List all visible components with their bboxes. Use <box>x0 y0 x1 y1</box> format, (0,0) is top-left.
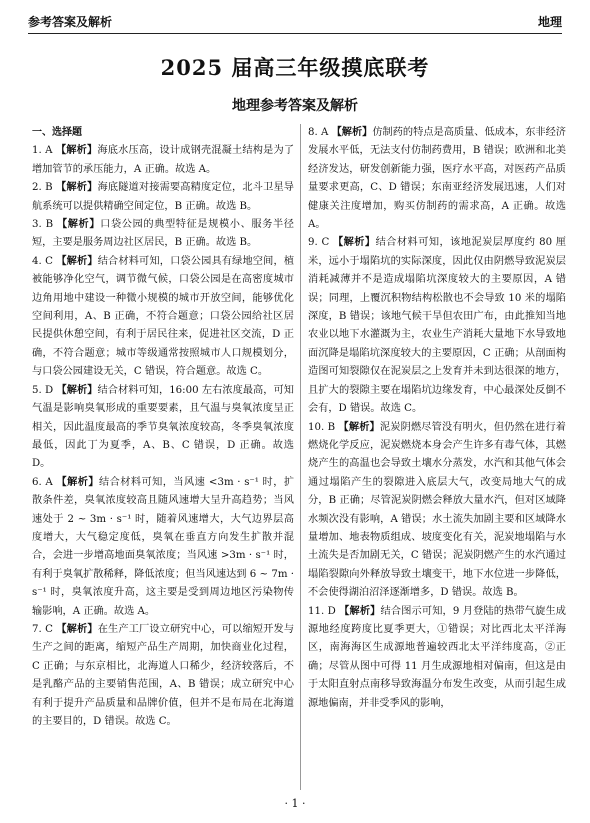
answer-number: 4. <box>32 255 42 267</box>
answer-choice: C <box>45 255 53 267</box>
analysis-tag: 【解析】 <box>56 623 98 635</box>
answer-item <box>32 253 294 382</box>
page-title: 2025 届高三年级摸底联考 <box>160 55 430 80</box>
analysis-tag: 【解析】 <box>339 605 381 617</box>
header-subject: 地理 <box>537 15 562 29</box>
answer-number: 3. <box>32 219 42 231</box>
answer-item <box>32 474 294 621</box>
answer-item <box>32 179 294 216</box>
answer-number: 6. <box>32 476 42 488</box>
analysis-text: 海底隧道对接需要高精度定位，北斗卫星导航系统可以提供精确空间定位，B 正确。故选 B。 <box>32 182 294 212</box>
page-subtitle: 地理参考答案及解析 <box>232 98 358 114</box>
answer-number: 1. <box>32 145 42 157</box>
answer-item <box>32 142 294 179</box>
answer-choice: B <box>45 182 53 194</box>
answer-item <box>308 234 566 418</box>
analysis-tag: 【解析】 <box>56 255 98 267</box>
analysis-text: 结合图示可知，9 月登陆的热带气旋生成源地经度跨度比夏季更大，①错误；对比西北太平洋海区，南海海区生成源地普遍较西北太平洋纬度高，②正确；尽管从图中可得 11 月生成源地相对偏南，但这是由于太阳直射点南移导致海温分布发生改变，从而引起生成源地偏南，并非受季风的影响， <box>308 605 566 709</box>
header-left: 参考答案及解析 <box>28 15 113 29</box>
answer-choice: B <box>45 219 54 231</box>
answer-choice: D <box>45 384 54 396</box>
analysis-text: 在生产工厂设立研究中心，可以缩短开发与生产之间的距离，缩短产品生产周期，加快商业化过程，C 正确；与东京相比，北海道人口稀少，经济较落后，不是乳酪产品的主要销售范围，A、B 错误；成立研究中心有利于提升产品质量和品牌价值，但并不是布局在北海道的主要目的，D 错误。故选 C。 <box>32 623 294 727</box>
answer-choice: D <box>327 605 336 617</box>
right-column <box>308 124 566 794</box>
analysis-text: 泥炭阴燃尽管没有明火，但仍然在进行着燃烧化学反应，泥炭燃烧本身会产生许多有毒气体，其燃烧产生的高温也会导致土壤水分蒸发，水汽和其他气体会通过塌陷产生的裂隙进入底层大气，改变局地大气的成分，B 正确；尽管泥炭阴燃会释放大量水汽，但对区域降水频次没有影响，A 错误；水土流失加剧主要和区域降水量增加、地表物质组成、坡度变化有关，泥炭地塌陷与水土流失是否加剧无关，C 错误；泥炭阴燃产生的水汽通过塌陷裂隙向外释放导致土壤变干，地下水位进一步降低，不会使得湖泊沼泽逐渐增多，D 错误。故选 B。 <box>308 421 566 599</box>
answer-item <box>308 419 566 603</box>
answer-number: 9. <box>308 237 318 249</box>
answer-item <box>308 603 566 713</box>
answer-number: 2. <box>32 182 42 194</box>
analysis-text: 结合材料可知，16:00 左右浓度最高，可知气温是影响臭氧形成的重要要素，且气温与臭氧浓度呈正相关，因此温度最高的季节臭氧浓度较高，冬季臭氧浓度最低，因此丁为夏季，A、B、C 错误，D 正确。故选 D。 <box>32 384 294 470</box>
analysis-tag: 【解析】 <box>55 145 98 157</box>
analysis-text: 仿制药的特点是高质量、低成本，东非经济发展水平低，无法支付仿制药费用，B 错误；欧洲和北美经济发达，研发创新能力强，医疗水平高，对医药产品质量要求更高，C、D 错误；东南亚经济发展迅速，人们对健康关注度增加，购买仿制药的需求高，A 正确。故选 A。 <box>308 127 566 231</box>
analysis-tag: 【解析】 <box>338 421 380 433</box>
analysis-text: 口袋公园的典型特征是规模小、服务半径短，主要是服务周边社区居民，B 正确。故选 B。 <box>32 219 294 249</box>
answer-number: 5. <box>32 384 42 396</box>
analysis-tag: 【解析】 <box>56 476 99 488</box>
right-answer-list <box>308 124 566 713</box>
answer-item <box>32 382 294 474</box>
analysis-tag: 【解析】 <box>56 182 98 194</box>
answer-number: 7. <box>32 623 42 635</box>
answer-choice: C <box>321 237 330 249</box>
analysis-tag: 【解析】 <box>56 219 101 231</box>
section-heading: 一、选择题 <box>32 127 82 138</box>
answer-choice: A <box>320 127 329 138</box>
analysis-text: 结合材料可知，该地泥炭层厚度约 80 厘米，远小于塌陷坑的实际深度，因此仅由阴燃导致泥炭层消耗减薄并不是造成塌陷坑深度较大的主要原因，A 错误；同理，上覆沉积物结构松散也不会导致 10 米的塌陷深度，B 错误；该地气候干旱但农田广布，由此推知当地农业以地下水灌溉为主，农业生产消耗大量地下水导致地面沉降是塌陷坑深度较大的主要原因，C 正确；从剖面构造图可知裂隙仅在泥炭层之上发育并未到达很深的地方，且扩大的裂隙主要在塌陷坑边缘发育，中心最深处反倒不会有，D 错误。故选 C。 <box>308 237 566 415</box>
answer-item <box>32 216 294 253</box>
answer-choice: A <box>45 476 53 488</box>
column-divider <box>300 124 301 790</box>
answer-choice: B <box>327 421 336 433</box>
left-column <box>32 124 294 794</box>
analysis-text: 结合材料可知，口袋公园具有绿地空间，植被能够净化空气，调节微气候，口袋公园是在高密度城市边角用地中建设一种微小规模的城市开放空间，能够优化空间利用，A、B 正确，不符合题意；口袋公园给社区居民提供休憩空间，有利于居民往来，促进社区交流，D 正确，不符合题意；城市等级通常按照城市人口规模划分，与口袋公园建设无关，C 错误，符合题意。故选 C。 <box>32 255 294 378</box>
analysis-tag: 【解析】 <box>331 127 373 138</box>
answer-item <box>308 124 566 234</box>
page-number: · 1 · <box>284 797 306 810</box>
answer-number: 8. <box>308 127 318 138</box>
answer-number: 11. <box>308 605 325 617</box>
analysis-text: 海底水压高，设计成钢壳混凝土结构是为了增加管节的承压能力，A 正确。故选 A。 <box>32 145 294 175</box>
answer-item <box>32 621 294 731</box>
analysis-tag: 【解析】 <box>56 384 98 396</box>
answer-number: 10. <box>308 421 325 433</box>
page-header <box>28 8 562 34</box>
answer-choice: A <box>45 145 53 157</box>
answer-choice: C <box>45 623 53 635</box>
left-answer-list <box>32 142 294 731</box>
analysis-text: 结合材料可知，当风速 <3m · s⁻¹ 时，扩散条件差，臭氧浓度较高且随风速增大呈升高趋势；当风速处于 2 ~ 3m · s⁻¹ 时，随着风速增大，大气边界层高度增大，大气稳定度低，臭氧在垂直方向发生扩散并混合，会进一步增高地面臭氧浓度；当风速 >3m · s⁻¹ 时，有利于臭氧扩散稀释，降低浓度；但当风速达到 6 ~ 7m · s⁻¹ 时，臭氧浓度升高，这主要是受到周边地区污染物传输影响，A 正确。故选 A。 <box>32 476 294 617</box>
analysis-tag: 【解析】 <box>332 237 376 249</box>
